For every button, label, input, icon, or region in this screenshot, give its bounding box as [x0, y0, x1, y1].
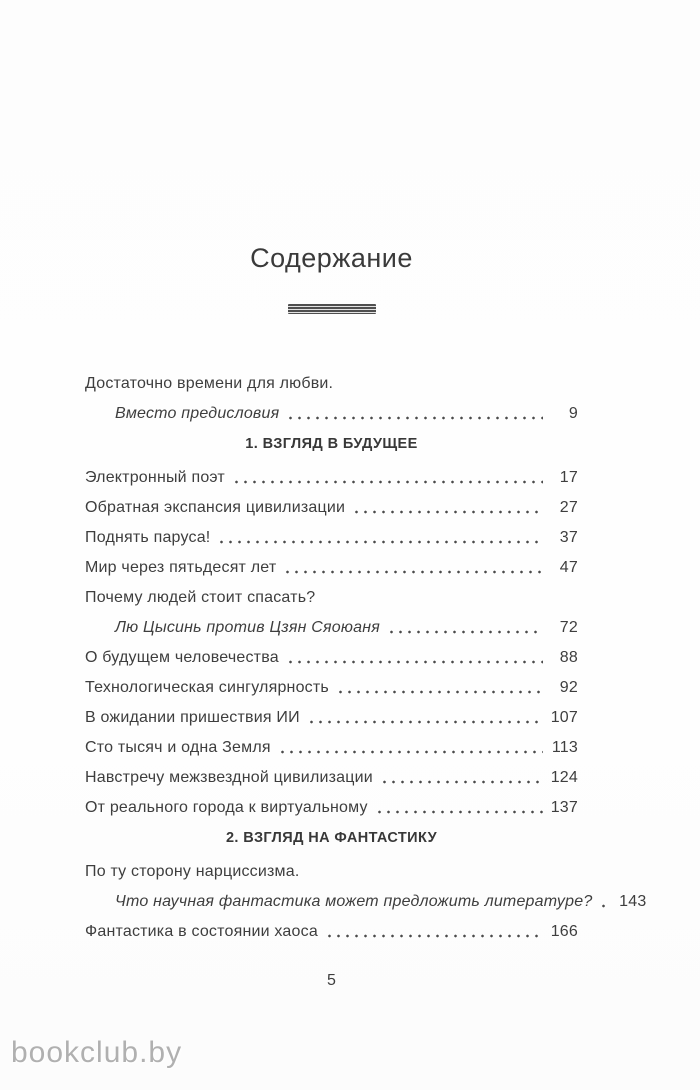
toc-entry: [85, 588, 578, 638]
section-heading: 1. ВЗГЛЯД В БУДУЩЕЕ: [245, 436, 418, 452]
toc-entry-title: Навстречу межзвездной цивилизации: [85, 769, 373, 786]
toc-entry-title: Лю Цысинь против Цзян Сяоюаня: [115, 619, 380, 636]
toc-entry-line1: Почему людей стоит спасать?: [85, 589, 316, 606]
toc-entry-title: Технологическая сингулярность: [85, 679, 329, 696]
toc-entry: [85, 798, 578, 818]
page-number: 5: [327, 972, 336, 989]
dot-leader: [375, 798, 543, 818]
page-content: [85, 0, 647, 952]
toc-entry-title: Мир через пятьдесят лет: [85, 559, 277, 576]
toc-entry-title: Вместо предисловия: [115, 405, 280, 422]
toc-entry-page: 27: [559, 499, 578, 516]
table-of-contents: [85, 374, 647, 942]
dot-leader: [325, 922, 543, 942]
toc-entry-page: 17: [559, 469, 578, 486]
toc-entry-page: 37: [559, 529, 578, 546]
dot-leader: [286, 648, 543, 668]
site-watermark: bookclub.by: [11, 1036, 183, 1069]
ornamental-divider: [288, 304, 376, 314]
toc-entry: [85, 648, 578, 668]
dot-leader: [336, 678, 543, 698]
toc-entry: [85, 678, 578, 698]
toc-entry-row: [85, 404, 578, 424]
dot-leader: [387, 618, 543, 638]
dot-leader: [217, 528, 543, 548]
toc-entry-page: 9: [568, 405, 578, 422]
toc-entry-page: 88: [559, 649, 578, 666]
toc-entry-title: Фантастика в состоянии хаоса: [85, 923, 318, 940]
toc-entry: [85, 498, 578, 518]
toc-entry-row: [85, 892, 647, 912]
toc-entry-page: 113: [551, 739, 578, 756]
toc-entry-page: 92: [559, 679, 578, 696]
toc-entry: [85, 922, 578, 942]
toc-entry-page: 47: [559, 559, 578, 576]
toc-entry-page: 137: [550, 799, 578, 816]
toc-entry: [85, 468, 578, 488]
toc-entry-page: 107: [550, 709, 578, 726]
dot-leader: [278, 738, 543, 758]
toc-entry-title: Обратная экспансия цивилизации: [85, 499, 346, 516]
section-heading: 2. ВЗГЛЯД НА ФАНТАСТИКУ: [225, 830, 438, 846]
dot-leader: [599, 892, 611, 912]
toc-entry-page: 166: [550, 923, 578, 940]
toc-entry-page: 143: [619, 893, 647, 910]
toc-entry-title: Поднять паруса!: [85, 529, 211, 546]
dot-leader: [307, 708, 543, 728]
toc-entry-page: 72: [559, 619, 578, 636]
toc-entry-title: О будущем человечества: [85, 649, 279, 666]
page-title: Содержание: [250, 243, 413, 273]
toc-entry-title: Что научная фантастика может предложить литературе?: [115, 893, 593, 910]
toc-entry-title: В ожидании пришествия ИИ: [85, 709, 300, 726]
dot-leader: [232, 468, 543, 488]
toc-entry: [85, 374, 578, 424]
toc-entry: [85, 862, 647, 912]
dot-leader: [283, 558, 543, 578]
toc-entry-row: [85, 618, 578, 638]
toc-entry-title: Сто тысяч и одна Земля: [85, 739, 271, 756]
dot-leader: [286, 404, 543, 424]
toc-entry: [85, 768, 578, 788]
toc-entry: [85, 558, 578, 578]
dot-leader: [352, 498, 543, 518]
toc-entry-line1: Достаточно времени для любви.: [85, 375, 334, 392]
toc-entry-title: Электронный поэт: [85, 469, 225, 486]
toc-entry-line1: По ту сторону нарциссизма.: [85, 863, 300, 880]
toc-entry: [85, 528, 578, 548]
toc-entry: [85, 738, 578, 758]
toc-entry: [85, 708, 578, 728]
toc-entry-title: От реального города к виртуальному: [85, 799, 368, 816]
dot-leader: [380, 768, 543, 788]
toc-entry-page: 124: [550, 769, 578, 786]
